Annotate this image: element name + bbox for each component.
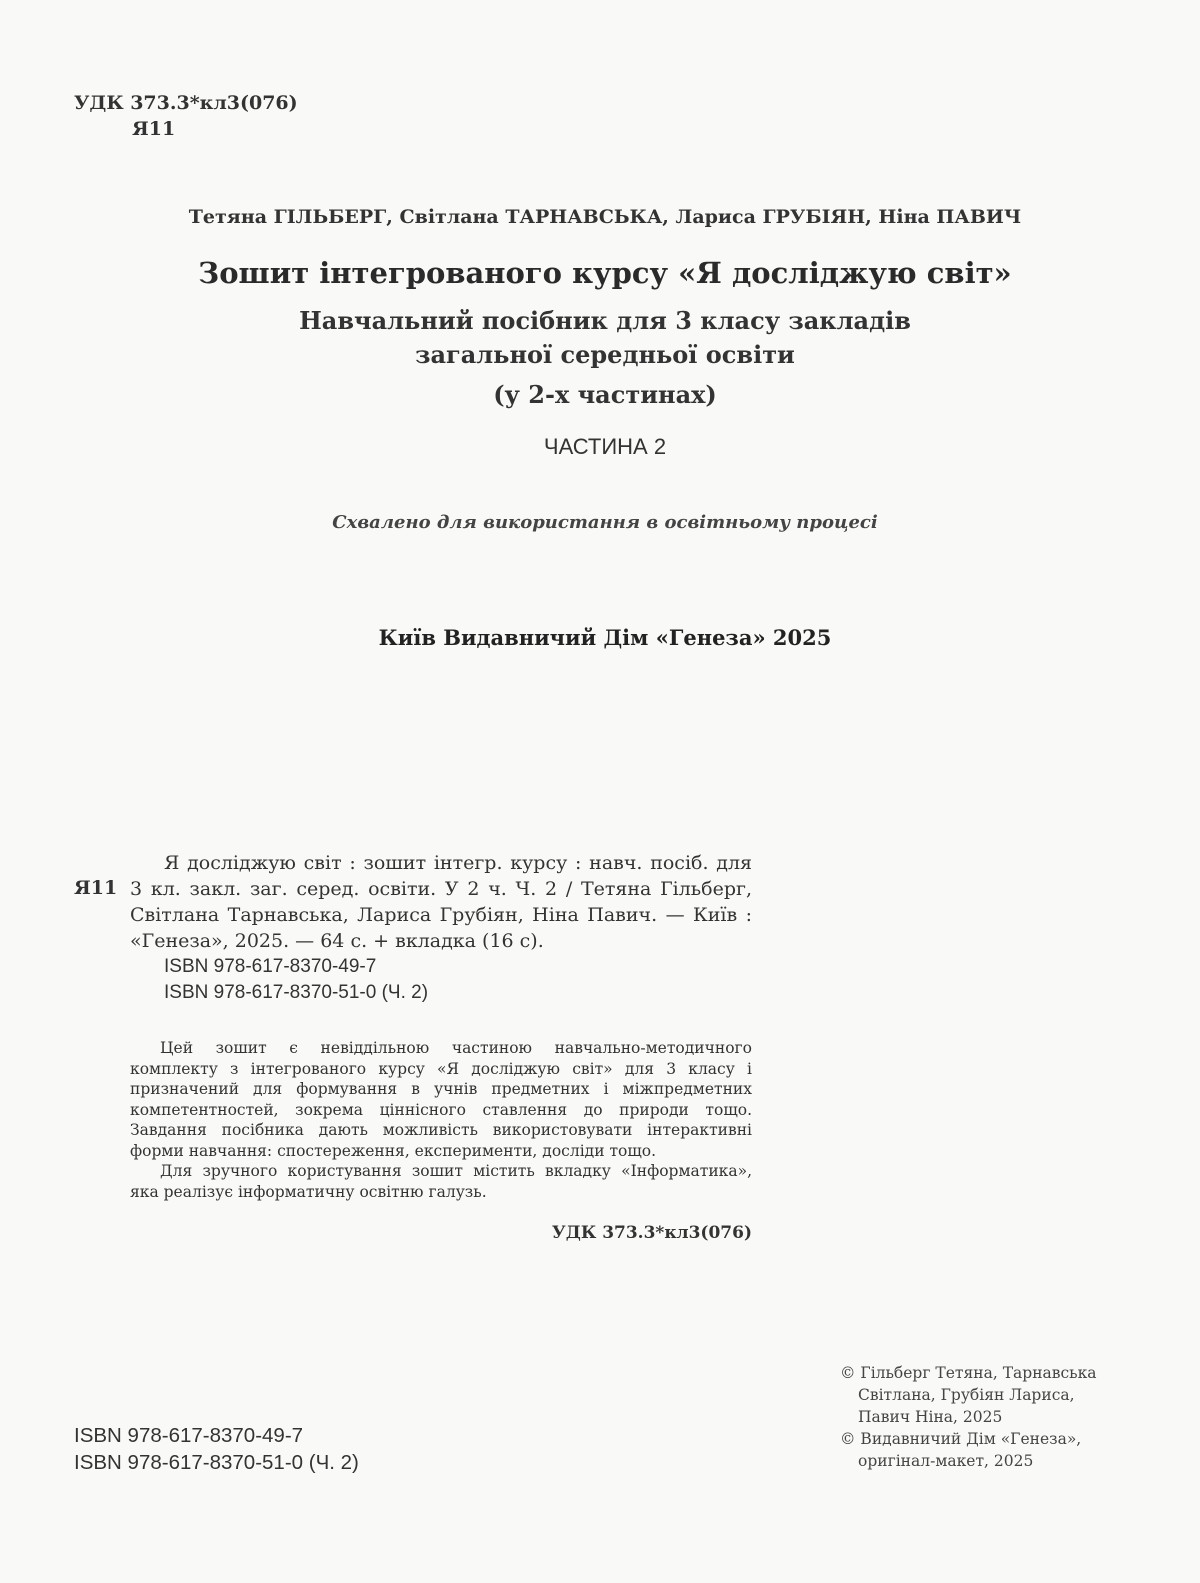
part-label: ЧАСТИНА 2 xyxy=(543,434,667,459)
book-title: Зошит інтегрованого курсу «Я досліджую світ» xyxy=(198,256,1012,290)
imprint: Київ Видавничий Дім «Генеза» 2025 xyxy=(378,625,832,650)
approval-note: Схвалено для використання в освітньому процесі xyxy=(332,512,878,533)
catalog-code-header: Я11 xyxy=(132,118,176,140)
isbn-part: ISBN 978-617-8370-51-0 (Ч. 2) xyxy=(164,982,429,1003)
copyright-line-5: оригінал-макет, 2025 xyxy=(858,1452,1034,1470)
copyright-line-4: © Видавничий Дім «Генеза», xyxy=(840,1430,1082,1448)
copyright-block xyxy=(840,1362,1097,1472)
copyright-line-2: Світлана, Грубіян Лариса, xyxy=(858,1386,1075,1404)
annotation-paragraph-2: Для зручного користування зошит містить вкладку «Інформатика», яка реалізує інформатичну освітню галузь. xyxy=(130,1162,752,1201)
subtitle-line-1: Навчальний посібник для 3 класу закладів xyxy=(299,306,911,335)
isbn-full: ISBN 978-617-8370-49-7 xyxy=(164,956,377,977)
authors: Тетяна ГІЛЬБЕРГ, Світлана ТАРНАВСЬКА, Лариса ГРУБІЯН, Ніна ПАВИЧ xyxy=(188,206,1022,228)
udk-header: УДК 373.3*кл3(076) xyxy=(74,92,298,114)
isbn-bottom-full: ISBN 978-617-8370-49-7 xyxy=(74,1424,304,1447)
catalog-code: Я11 xyxy=(74,877,118,899)
bibliographic-record xyxy=(130,850,752,1006)
subtitle-line-2: загальної середньої освіти xyxy=(415,340,795,369)
isbn-bottom-part: ISBN 978-617-8370-51-0 (Ч. 2) xyxy=(74,1451,359,1474)
biblio-description: Я досліджую світ : зошит інтегр. курсу : навч. посіб. для 3 кл. закл. заг. серед. освіти. У 2 ч. Ч. 2 / Тетяна Гільберг, Світлана Тарнавська, Лариса Грубіян, Ніна Павич. — Київ : «Генеза», 2025. — 64 с. + вкладка (16 с). xyxy=(130,852,752,952)
annotation xyxy=(130,1038,752,1202)
isbn-block xyxy=(74,1422,359,1476)
udk-footer: УДК 373.3*кл3(076) xyxy=(551,1223,752,1243)
annotation-paragraph-1: Цей зошит є невіддільною частиною навчально-методичного комплекту з інтегрованого курсу «Я досліджую світ» для 3 класу і призначений для формування в учнів предметних і міжпредметних компетентностей, зокрема ціннісного ставлення до природи тощо. Завдання посібника дають можливість використовувати інтерактивні форми навчання: спостереження, експерименти, досліди тощо. xyxy=(130,1039,752,1160)
parts-note: (у 2-х частинах) xyxy=(493,380,717,409)
copyright-line-1: © Гільберг Тетяна, Тарнавська xyxy=(840,1364,1097,1382)
copyright-line-3: Павич Ніна, 2025 xyxy=(858,1408,1003,1426)
